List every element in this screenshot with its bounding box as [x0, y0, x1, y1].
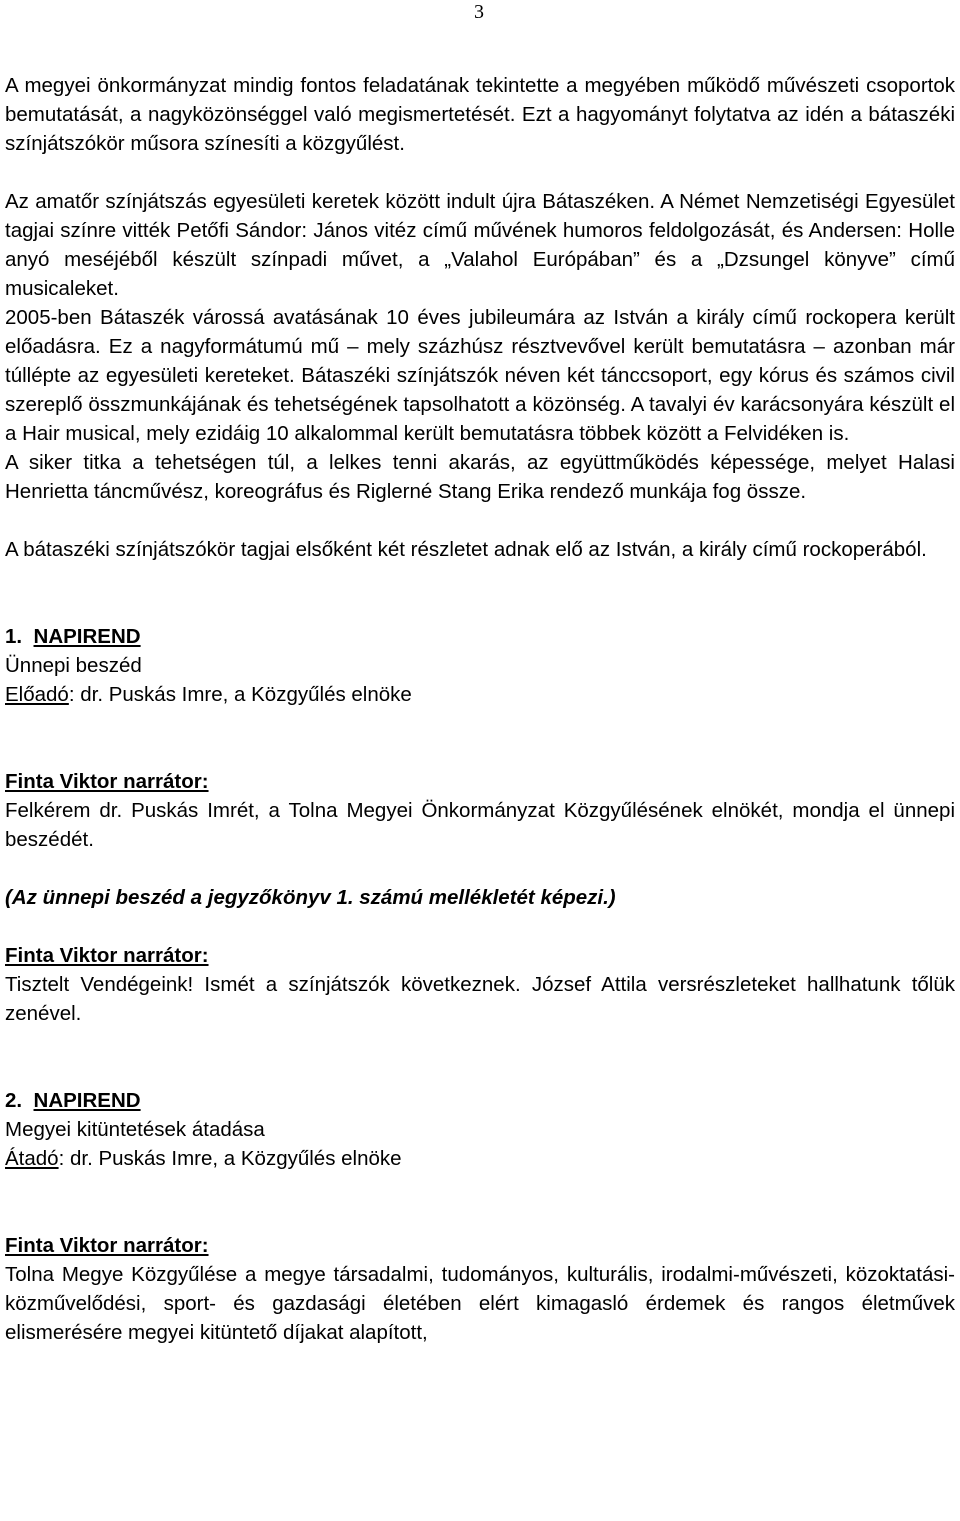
intro-paragraph-4: A siker titka a tehetségen túl, a lelkes tenni akarás, az együttműködés képessége, melyet Halasi Henrietta táncművész, koreográfus és Riglerné Stang Erika rendező munkája fog össze. — [5, 451, 955, 503]
agenda-item-2 — [5, 1086, 955, 1173]
agenda-item-1-presenter — [5, 680, 955, 709]
presenter-value: : dr. Puskás Imre, a Közgyűlés elnöke — [58, 1147, 402, 1170]
intro-paragraph-5: A bátaszéki színjátszókör tagjai elsőként két részletet adnak elő az István, a király című rockoperából. — [5, 538, 927, 561]
intro-paragraph-3: 2005-ben Bátaszék várossá avatásának 10 éves jubileumára az István a király című rockopera került előadásra. Ez a nagyformátumú mű – mely százhúsz résztvevővel került bemutatásra – azonban már túllépte az egyesületi kereteket. Bátaszéki színjátszók néven két tánccsoport, egy kórus és számos civil szereplő összmunkájának és tehetségének tapsolhatott a közönség. A tavalyi év karácsonyára készült el a Hair musical, mely ezidáig 10 alkalommal került bemutatásra többek között a Felvidéken is. — [5, 306, 955, 445]
agenda-item-1-label: NAPIREND — [33, 625, 141, 648]
intro-paragraph-1: A megyei önkormányzat mindig fontos feladatának tekintette a megyében működő művészeti csoportok bemutatását, a nagyközönséggel való megismertetését. Ezt a hagyományt folytatva az idén a bátaszéki színjátszókör műsora színesíti a közgyűlést. — [5, 74, 955, 155]
agenda-item-1-title: Ünnepi beszéd — [5, 654, 142, 677]
agenda-item-2-presenter — [5, 1144, 955, 1173]
narrator-speaker-3: Finta Viktor narrátor: — [5, 1234, 209, 1257]
page-body — [5, 71, 955, 1347]
agenda-item-2-heading — [5, 1086, 955, 1115]
agenda-item-1 — [5, 622, 955, 709]
agenda-item-2-number: 2. — [5, 1089, 23, 1112]
narrator-text-2: Tisztelt Vendégeink! Ismét a színjátszók következnek. József Attila versrészleteket hallhatunk tőlük zenével. — [5, 973, 955, 1025]
presenter-value: : dr. Puskás Imre, a Közgyűlés elnöke — [68, 683, 412, 706]
narrator-text-3: Tolna Megye Közgyűlése a megye társadalmi, tudományos, kulturális, irodalmi-művészeti, közoktatási-közművelődési, sport- és gazdasági életében elért kimagasló érdemek és rangos életművek elismerésére megyei kitüntető díjakat alapított, — [5, 1263, 955, 1344]
narrator-speaker-1: Finta Viktor narrátor: — [5, 770, 209, 793]
intro-paragraph-2: Az amatőr színjátszás egyesületi keretek között indult újra Bátaszéken. A Német Nemzetiségi Egyesület tagjai színre vitték Petőfi Sándor: János vitéz című művének humoros feldolgozását, és Andersen: Holle anyó meséjéből készült színpadi művet, a „Valahol Európában” és a „Dzsungel könyve” című musicaleket. — [5, 190, 955, 300]
narrator-block-2 — [5, 941, 955, 1028]
narrator-block-3 — [5, 1231, 955, 1347]
narrator-text-1: Felkérem dr. Puskás Imrét, a Tolna Megyei Önkormányzat Közgyűlésének elnökét, mondja el ünnepi beszédét. — [5, 799, 955, 851]
agenda-item-1-number: 1. — [5, 625, 23, 648]
agenda-item-1-heading — [5, 622, 955, 651]
agenda-item-2-title: Megyei kitüntetések átadása — [5, 1118, 265, 1141]
presenter-label: Átadó — [5, 1147, 59, 1170]
agenda-item-2-label: NAPIREND — [33, 1089, 141, 1112]
narrator-speaker-2: Finta Viktor narrátor: — [5, 944, 209, 967]
attachment-note: (Az ünnepi beszéd a jegyzőkönyv 1. számú mellékletét képezi.) — [5, 886, 616, 909]
page-number: 3 — [474, 1, 484, 23]
narrator-block-1 — [5, 767, 955, 854]
presenter-label: Előadó — [5, 683, 69, 706]
